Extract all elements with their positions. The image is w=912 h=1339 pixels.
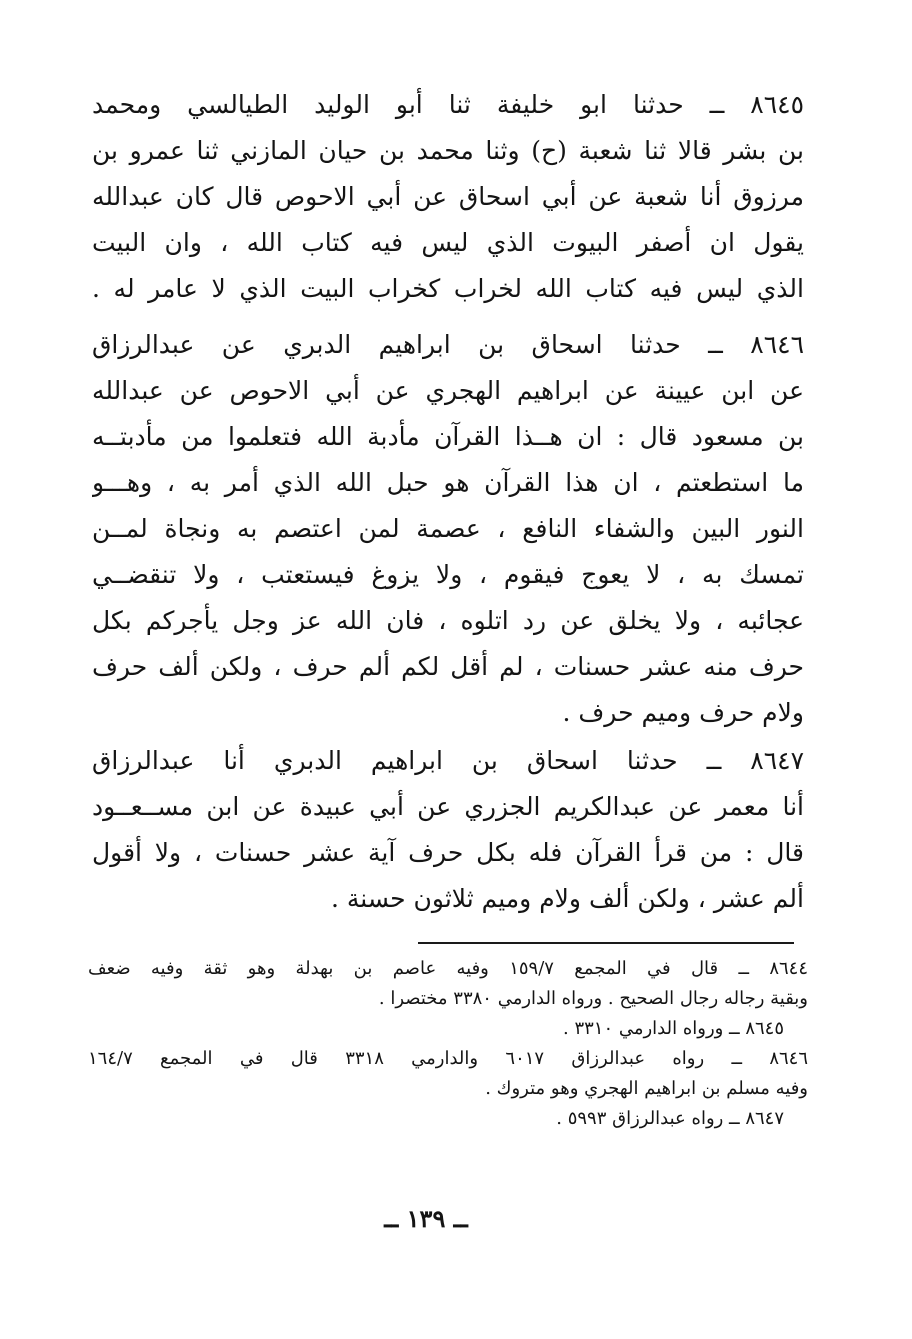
text-line: مرزوق أنا شعبة عن أبي اسحاق عن أبي الاحوص قال كان عبدالله bbox=[92, 182, 804, 211]
text-line: حرف منه عشر حسنات ، لم أقل لكم ألم حرف ، ولكن ألف حرف bbox=[92, 652, 804, 681]
hadith-8647 bbox=[92, 738, 804, 922]
text-line: النور البين والشفاء النافع ، عصمة لمن اعتصم به ونجاة لمــن bbox=[92, 514, 804, 543]
hadith-8645 bbox=[92, 82, 804, 312]
footnote-divider bbox=[418, 942, 794, 944]
text-line: عجائبه ، ولا يخلق عن رد اتلوه ، فان الله عز وجل يأجركم بكل bbox=[92, 606, 804, 635]
text-line: عن ابن عيينة عن ابراهيم الهجري عن أبي الاحوص عن عبدالله bbox=[92, 376, 804, 405]
text-line: أنا معمر عن عبدالكريم الجزري عن أبي عبيدة عن ابن مســعــود bbox=[92, 792, 804, 821]
text-line: قال : من قرأ القرآن فله بكل حرف آية عشر حسنات ، ولا أقول bbox=[92, 838, 804, 867]
text-line: ما استطعتم ، ان هذا القرآن هو حبل الله الذي أمر به ، وهـــو bbox=[92, 468, 804, 497]
text-line: الذي ليس فيه كتاب الله لخراب كخراب البيت الذي لا عامر له . bbox=[92, 274, 804, 303]
text-line: يقول ان أصفر البيوت الذي ليس فيه كتاب الله ، وان البيت bbox=[92, 228, 804, 257]
footnote-line: ٨٦٤٤ ــ قال في المجمع ١٥٩/٧ وفيه عاصم بن بهدلة وهو ثقة وفيه ضعف bbox=[88, 958, 808, 979]
footnote-line: ٨٦٤٥ ــ ورواه الدارمي ٣٣١٠ . bbox=[562, 1018, 784, 1039]
footnote-line: ٨٦٤٦ ــ رواه عبدالرزاق ٦٠١٧ والدارمي ٣٣١٨ قال في المجمع ١٦٤/٧ bbox=[88, 1048, 808, 1069]
text-line: ٨٦٤٥ ــ حدثنا ابو خليفة ثنا أبو الوليد الطيالسي ومحمد bbox=[92, 90, 804, 119]
text-line: ألم عشر ، ولكن ألف ولام وميم ثلاثون حسنة . bbox=[331, 884, 804, 913]
text-line: ولام حرف وميم حرف . bbox=[562, 698, 804, 727]
footnote-line: وفيه مسلم بن ابراهيم الهجري وهو متروك . bbox=[485, 1078, 808, 1099]
text-line: ٨٦٤٧ ــ حدثنا اسحاق بن ابراهيم الدبري أنا عبدالرزاق bbox=[92, 746, 804, 775]
text-line: بن مسعود قال : ان هــذا القرآن مأدبة الله فتعلموا من مأدبتــه bbox=[92, 422, 804, 451]
text-line: تمسك به ، لا يعوج فيقوم ، ولا يزوغ فيستعتب ، ولا تنقضــي bbox=[92, 560, 804, 589]
footnote-line: ٨٦٤٧ ــ رواه عبدالرزاق ٥٩٩٣ . bbox=[556, 1108, 784, 1129]
page-number: ــ ١٣٩ ــ bbox=[384, 1204, 468, 1233]
hadith-8646 bbox=[92, 322, 804, 736]
text-line: ٨٦٤٦ ــ حدثنا اسحاق بن ابراهيم الدبري عن عبدالرزاق bbox=[92, 330, 804, 359]
footnote-line: وبقية رجاله رجال الصحيح . ورواه الدارمي ٣٣٨٠ مختصرا . bbox=[378, 988, 808, 1009]
text-line: بن بشر قالا ثنا شعبة (ح) وثنا محمد بن حيان المازني ثنا عمرو بن bbox=[92, 136, 804, 165]
footnotes bbox=[88, 954, 808, 1134]
